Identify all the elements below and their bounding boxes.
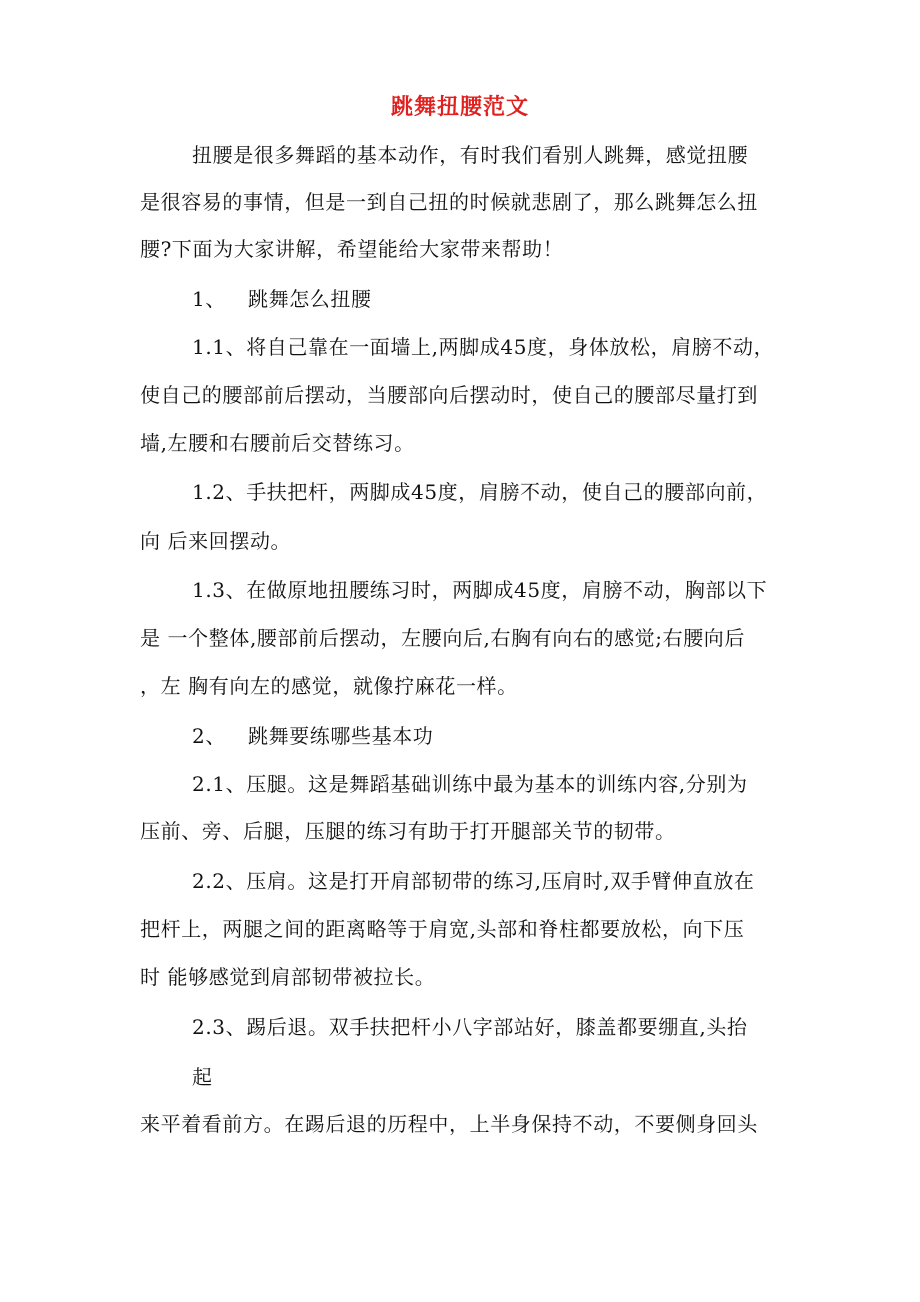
paragraph-line: 腰?下面为大家讲解，希望能给大家带来帮助！	[140, 237, 564, 261]
paragraph-line: 是很容易的事情，但是一到自己扭的时候就悲剧了，那么跳舞怎么扭	[140, 190, 758, 214]
section-heading	[192, 721, 792, 751]
section-heading	[192, 284, 792, 314]
paragraph-line: 墙,左腰和右腰前后交替练习。	[140, 431, 415, 455]
paragraph-line: 使自己的腰部前后摆动，当腰部向后摆动时，使自己的腰部尽量打到	[140, 383, 758, 407]
paragraph-line: 压前、旁、后腿，压腿的练习有助于打开腿部关节的韧带。	[140, 819, 676, 843]
paragraph-line: 2.1、压腿。这是舞蹈基础训练中最为基本的训练内容,分别为	[192, 772, 748, 796]
paragraph-line: ，左 胸有向左的感觉，就像拧麻花一样。	[140, 674, 518, 698]
section-number: 2、	[192, 724, 226, 748]
paragraph-line: 把杆上，两腿之间的距离略等于肩宽,头部和脊柱都要放松，向下压	[140, 917, 745, 941]
paragraph-line: 起	[192, 1065, 213, 1089]
section-title: 跳舞怎么扭腰	[248, 287, 372, 311]
paragraph-line: 2.2、压肩。这是打开肩部韧带的练习,压肩时,双手臂伸直放在	[192, 869, 755, 893]
paragraph-line: 来平着看前方。在踢后退的历程中，上半身保持不动，不要侧身回头	[140, 1112, 758, 1136]
paragraph-line: 扭腰是很多舞蹈的基本动作，有时我们看别人跳舞，感觉扭腰	[192, 143, 749, 167]
paragraph-line: 1.2、手扶把杆，两脚成45度，肩膀不动，使自己的腰部向前，	[192, 480, 768, 504]
paragraph-line: 1.1、将自己靠在一面墙上,两脚成45度，身体放松，肩膀不动，	[192, 335, 775, 359]
paragraph-line: 时 能够感觉到肩部韧带被拉长。	[140, 965, 436, 989]
section-title: 跳舞要练哪些基本功	[248, 724, 434, 748]
section-number: 1、	[192, 287, 226, 311]
paragraph-line: 向 后来回摆动。	[140, 529, 292, 553]
paragraph-line: 1.3、在做原地扭腰练习时，两脚成45度，肩膀不动，胸部以下	[192, 578, 768, 602]
paragraph-line: 2.3、踢后退。双手扶把杆小八字部站好，膝盖都要绷直,头抬	[192, 1015, 748, 1039]
document-title: 跳舞扭腰范文	[390, 94, 529, 120]
paragraph-line: 是 一个整体,腰部前后摆动，左腰向后,右胸有向右的感觉;右腰向后	[140, 626, 746, 650]
